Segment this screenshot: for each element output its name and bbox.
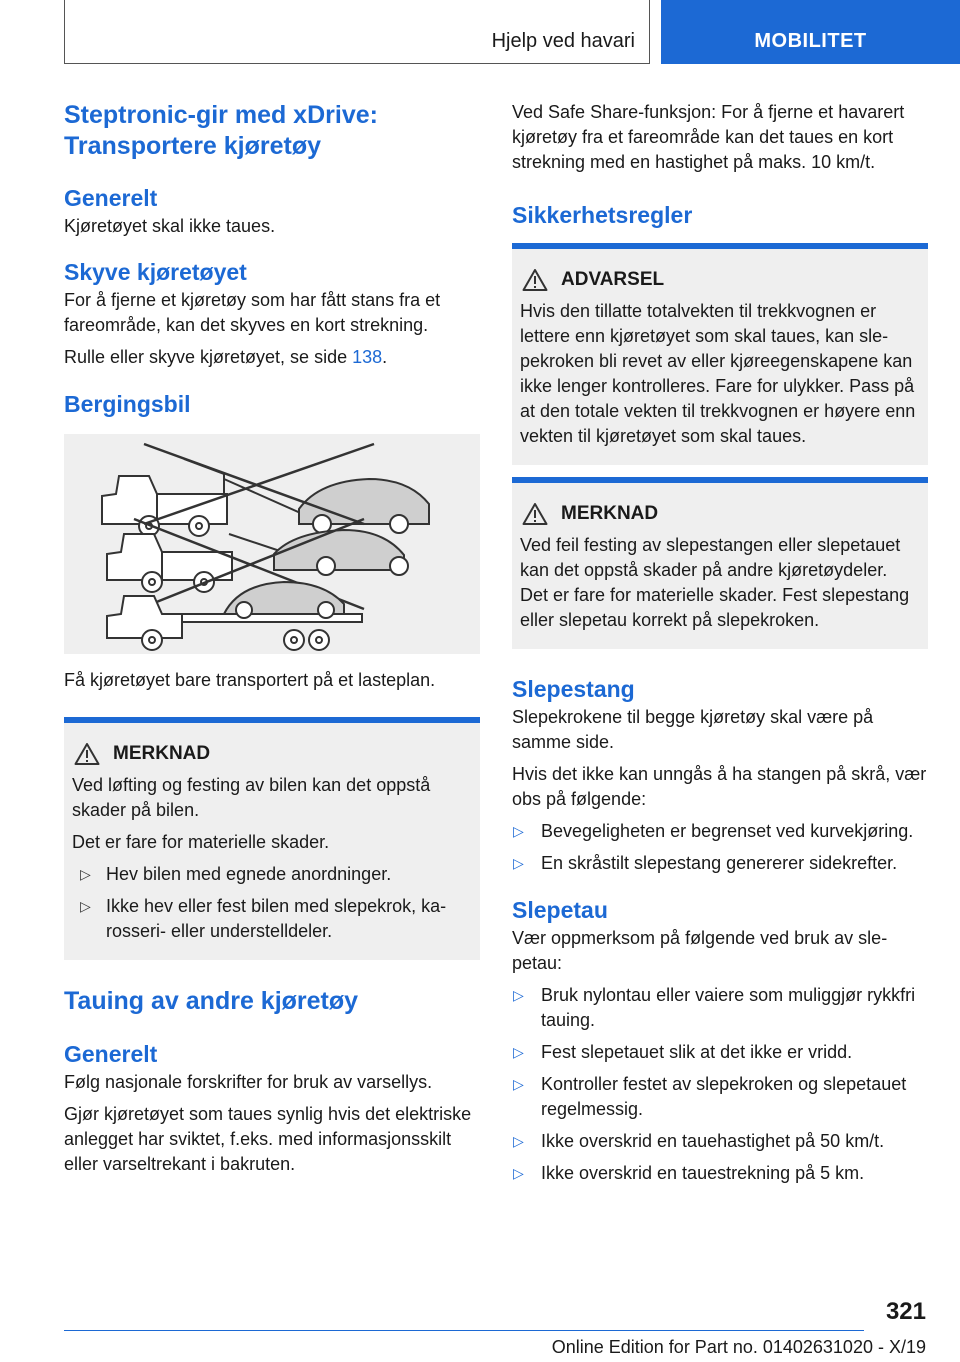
- text-generelt: Kjøretøyet skal ikke taues.: [64, 216, 276, 236]
- list-item-text: En skråstilt slepestang genererer sidekrefter.: [541, 853, 898, 873]
- tow-truck-illustration: [64, 434, 480, 654]
- triangle-bullet-icon: ▷: [513, 1133, 524, 1149]
- header-section-title: Hjelp ved havari: [491, 30, 635, 52]
- section-title-tauing: Tauing av andre kjøretøy: [64, 987, 359, 1015]
- list-item-text: Bruk nylontau eller vaiere som muliggjør rykkfri tauing.: [541, 985, 916, 1030]
- note-header-right: [520, 501, 920, 527]
- list-item-text: Ikke overskrid en tauehastighet på 50 km/t.: [541, 1131, 885, 1151]
- warning-header: [520, 267, 920, 293]
- list-item: [512, 1072, 928, 1122]
- text-tauing-2: Gjør kjøretøyet som taues synlig hvis det elektriske anlegget har sviktet, f.eks. med informasjonsskilt eller varseltrekant i bakruten.: [64, 1104, 472, 1174]
- list-item-text: Hev bilen med egnede anordninger.: [106, 864, 392, 884]
- heading-generelt: Generelt: [64, 185, 158, 211]
- warning-triangle-icon: [522, 268, 548, 292]
- note-box-right: [512, 477, 928, 649]
- list-item-text: Bevegeligheten er begrenset ved kurvekjøring.: [541, 821, 914, 841]
- note-box-left: [64, 717, 480, 960]
- heading-generelt-2: Generelt: [64, 1041, 158, 1067]
- triangle-bullet-icon: ▷: [513, 1165, 524, 1181]
- text-skyve-2: [64, 345, 480, 370]
- list-item: [512, 1040, 928, 1065]
- note-bullets-left: [72, 862, 472, 944]
- triangle-bullet-icon: ▷: [513, 855, 524, 871]
- heading-bergingsbil: Bergingsbil: [64, 391, 191, 417]
- triangle-bullet-icon: ▷: [513, 823, 524, 839]
- footer-edition: Online Edition for Part no. 01402631020 - X/19: [551, 1337, 926, 1357]
- text-slepetau-1: Vær oppmerksom på følgende ved bruk av slepetau:: [512, 928, 888, 973]
- text-tauing-1: Følg nasjonale forskrifter for bruk av varsellys.: [64, 1072, 433, 1092]
- heading-sikkerhetsregler: Sikkerhetsregler: [512, 202, 693, 228]
- note-label-left: MERKNAD: [113, 743, 211, 764]
- note-text-left-2: Det er fare for materielle skader.: [72, 832, 330, 852]
- text-slepestang-1: Slepekrokene til begge kjøretøy skal være på samme side.: [512, 707, 874, 752]
- list-item: [512, 1161, 928, 1186]
- header-section-box: [64, 0, 650, 64]
- list-item-text: Ikke hev eller fest bilen med slepekrok, karosseri- eller understelldeler.: [106, 896, 447, 941]
- list-item-text: Fest slepetauet slik at det ikke er vridd.: [541, 1042, 853, 1062]
- heading-slepestang: Slepestang: [512, 676, 635, 702]
- slepestang-bullets: [512, 819, 928, 876]
- list-item: [512, 1129, 928, 1154]
- footer-divider: [64, 1330, 864, 1331]
- warning-triangle-icon: [74, 742, 100, 766]
- text-skyve-2-pre: Rulle eller skyve kjøretøyet, se side: [64, 347, 353, 367]
- triangle-bullet-icon: ▷: [513, 1076, 524, 1092]
- tow-truck-drawing: [64, 434, 480, 654]
- text-skyve-1: For å fjerne et kjøretøy som har fått stans fra et fareområde, kan det skyves en kort strekning.: [64, 290, 441, 335]
- warning-box: [512, 243, 928, 465]
- warning-triangle-icon: [522, 502, 548, 526]
- note-text-right: Ved feil festing av slepestangen eller slepetauet kan det oppstå skader på andre kjøretøydeler. Det er fare for materielle skader. Fest slepestang eller slepetau korrekt på slepekroken.: [520, 535, 910, 630]
- text-safe-share: Ved Safe Share-funksjon: For å fjerne et havarert kjøretøy fra et fareområde kan det taues en kort strekning med en hastighet på maks. 10 km/t.: [512, 102, 905, 172]
- header-tab-mobilitet[interactable]: MOBILITET: [661, 0, 960, 64]
- list-item-text: Kontroller festet av slepekroken og slepetauet regelmessig.: [541, 1074, 907, 1119]
- left-column: [64, 100, 480, 1177]
- triangle-bullet-icon: ▷: [513, 1044, 524, 1060]
- triangle-bullet-icon: ▷: [80, 898, 91, 914]
- text-skyve-2-post: .: [382, 347, 388, 367]
- heading-skyve: Skyve kjøretøyet: [64, 259, 247, 285]
- list-item: [512, 819, 928, 844]
- heading-slepetau: Slepetau: [512, 897, 608, 923]
- list-item: [72, 894, 472, 944]
- warning-label: ADVARSEL: [561, 269, 665, 290]
- list-item: [512, 851, 928, 876]
- page-number: 321: [885, 1298, 926, 1325]
- caption-bergingsbil: Få kjøretøyet bare transportert på et lasteplan.: [64, 670, 436, 690]
- note-header-left: [72, 741, 472, 767]
- triangle-bullet-icon: ▷: [80, 866, 91, 882]
- note-text-left-1: Ved løfting og festing av bilen kan det oppstå skader på bilen.: [72, 775, 431, 820]
- list-item: [512, 983, 928, 1033]
- list-item-text: Ikke overskrid en tauestrekning på 5 km.: [541, 1163, 865, 1183]
- triangle-bullet-icon: ▷: [513, 987, 524, 1003]
- list-item: [72, 862, 472, 887]
- slepetau-bullets: [512, 983, 928, 1186]
- warning-text: Hvis den tillatte totalvekten til trekkvognen er lettere enn kjøretøyet som skal taues, kan slepekroken bli revet av eller kjøreegenskapene kan ikke lenger kontrolleres. Fare for ulykker. Pass på at den totale vekten til trekkvognen er høyere enn vekten til kjøretøyet som skal taues.: [520, 301, 916, 446]
- note-label-right: MERKNAD: [561, 503, 659, 524]
- right-column: [512, 100, 928, 1186]
- section-title-steptronic: Steptronic-gir med xDrive: Transportere kjøretøy: [64, 101, 378, 160]
- text-slepestang-2: Hvis det ikke kan unngås å ha stangen på skrå, vær obs på følgende:: [512, 764, 927, 809]
- page-ref-link[interactable]: 138: [352, 347, 383, 367]
